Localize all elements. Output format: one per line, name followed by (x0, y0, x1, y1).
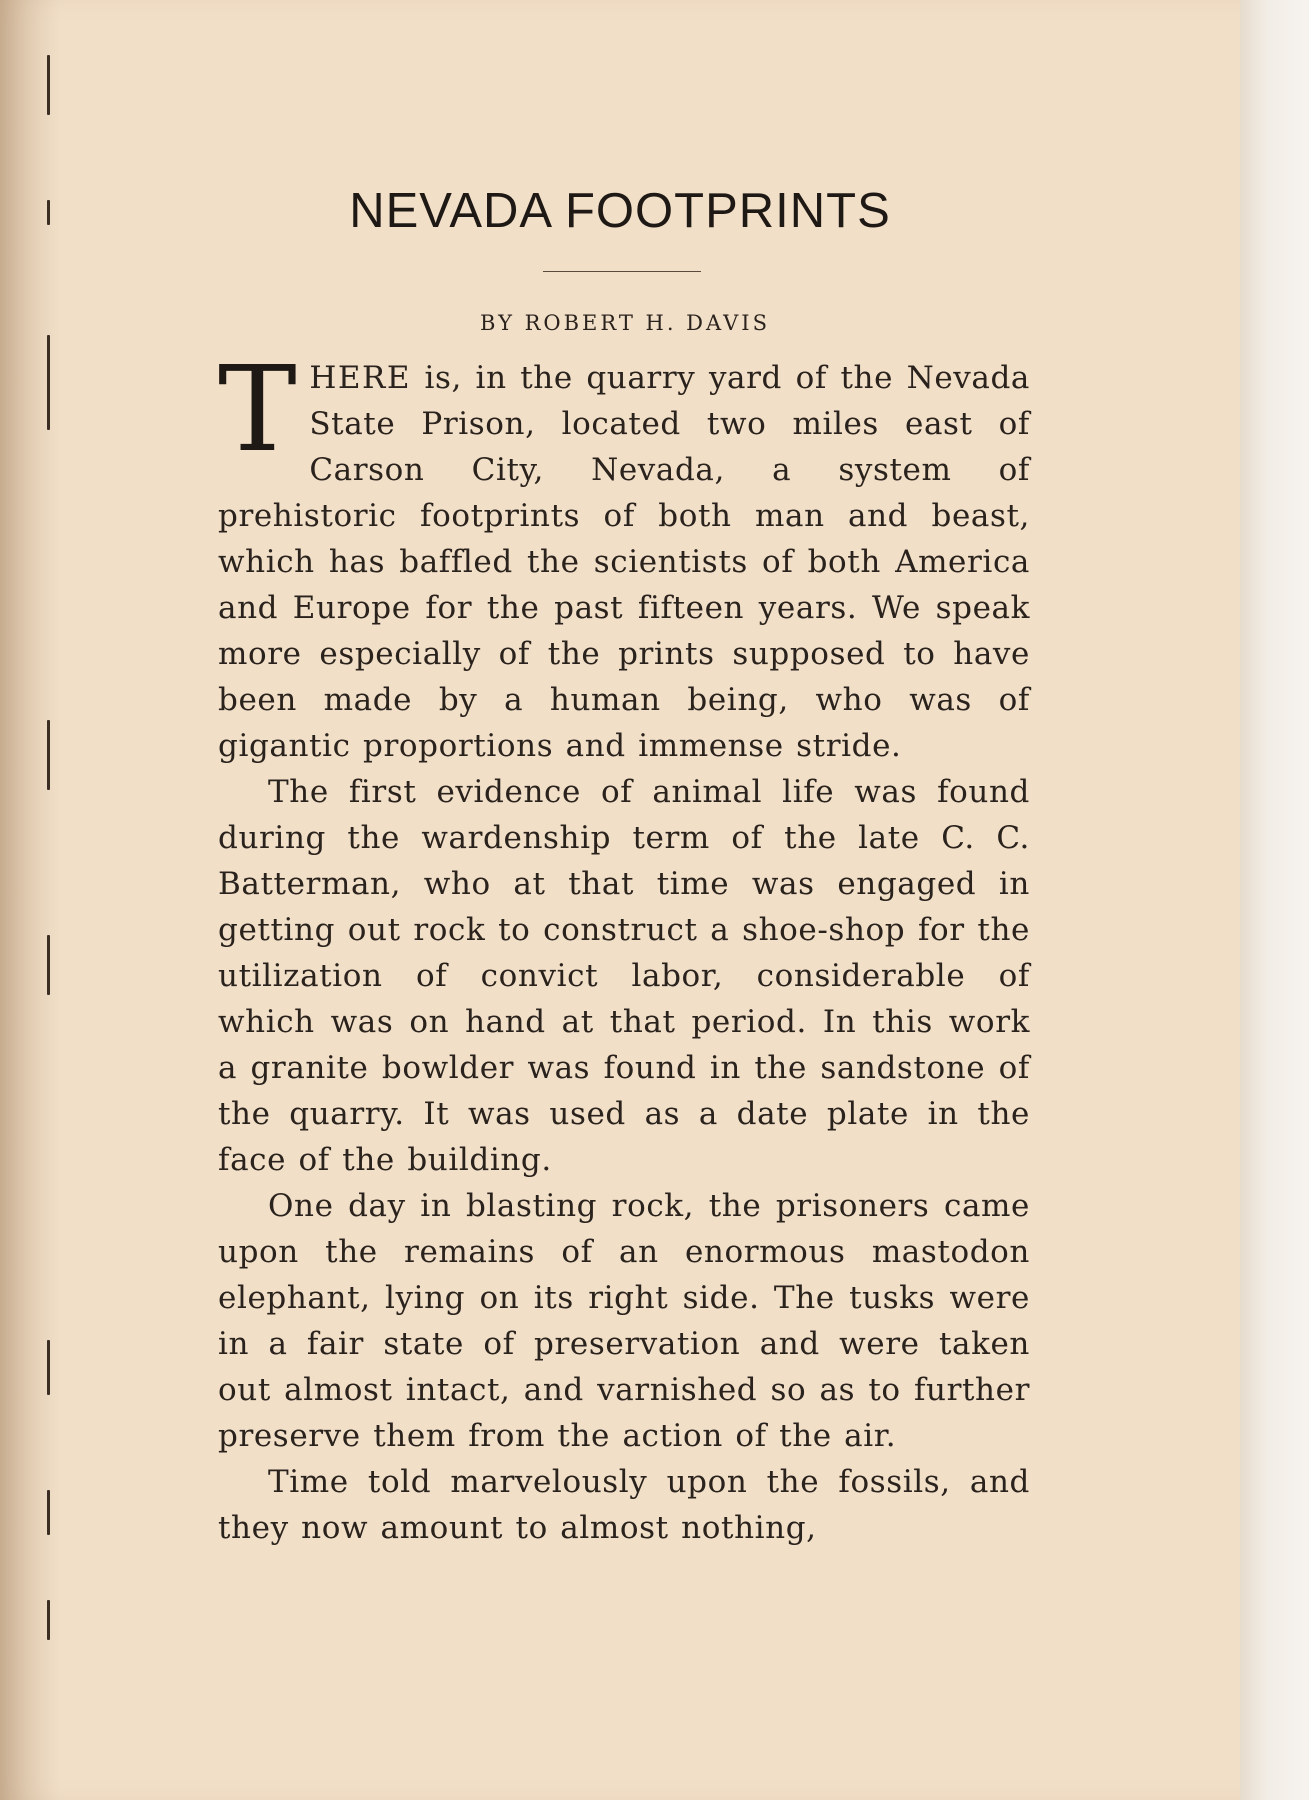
paragraph-1-text: is, in the quarry yard of the Nevada State Prison, located two miles east of Carson City, Nevada, a system of prehistoric footprints of both man and beast, which has baffled the scientists of both America and Europe for the past fifteen years. We speak more especially of the prints supposed to have been made by a human being, who was of gigantic proportions and immense stride. (218, 360, 1030, 764)
next-page-edge (1240, 0, 1309, 1800)
paragraph-2: The first evidence of animal life was found during the wardenship term of the late C. C. Batterman, who at that time was engaged in getting out rock to construct a shoe-shop for the utilization of convict labor, considerable of which was on hand at that period. In this work a granite bowlder was found in the sandstone of the quarry. It was used as a date plate in the face of the building. (218, 774, 1030, 1178)
title-divider (543, 271, 701, 272)
drop-cap: T (218, 340, 298, 478)
article-title: NEVADA FOOTPRINTS (349, 184, 891, 238)
paragraph-1 (218, 340, 1030, 769)
lead-word: HERE (309, 360, 411, 396)
article-byline: BY ROBERT H. DAVIS (480, 311, 770, 335)
paragraph-3: One day in blasting rock, the prisoners came upon the remains of an enormous mastodon elephant, lying on its right side. The tusks were in a fair state of preservation and were taken out almost intact, and varnished so as to further preserve them from the action of the air. (218, 1188, 1030, 1454)
article-body (218, 340, 1030, 1551)
paragraph-4: Time told marvelously upon the fossils, and they now amount to almost nothing, (218, 1464, 1030, 1546)
